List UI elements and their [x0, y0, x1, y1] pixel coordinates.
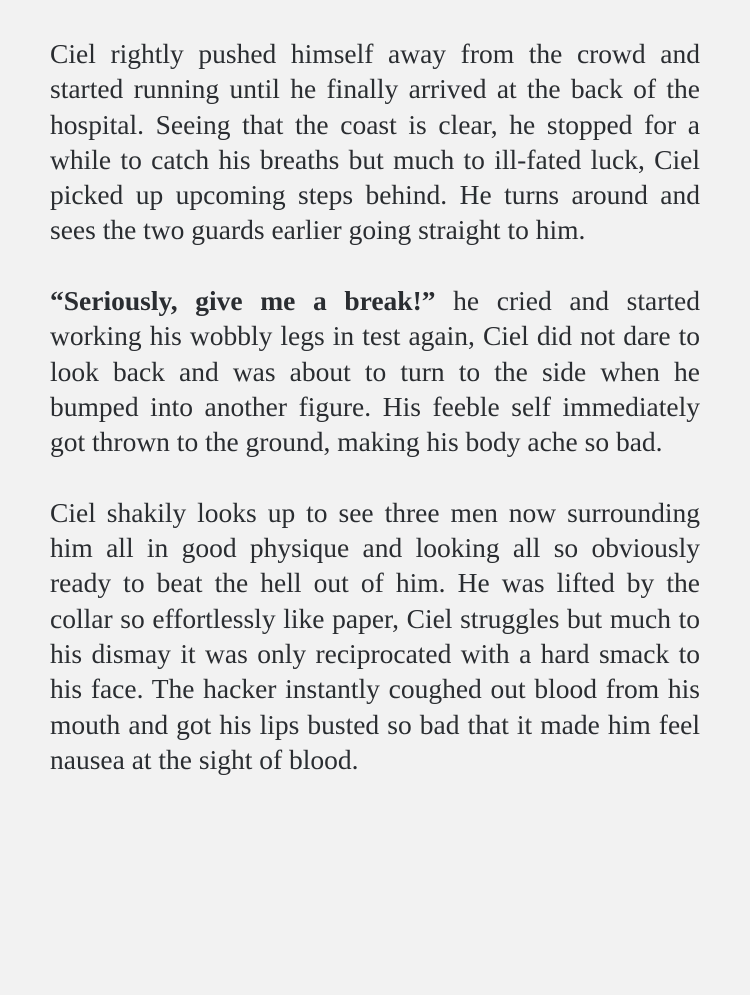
paragraph-text: he cried and started working his wobbly legs in test again, Ciel did not dare to look back and was about to turn to the side when he bumped into another figure. His feeble self immediately got thrown to the ground, making his body ache so bad. [50, 285, 700, 458]
paragraph-text: Ciel shakily looks up to see three men now surrounding him all in good physique and looking all so obviously ready to beat the hell out of him. He was lifted by the collar so effortlessly like paper, Ciel struggles but much to his dismay it was only reciprocated with a hard smack to his face. The hacker instantly coughed out blood from his mouth and got his lips busted so bad that it made him feel nausea at the sight of blood. [50, 496, 700, 775]
story-text [50, 36, 700, 777]
paragraph-text: Ciel rightly pushed himself away from the crowd and started running until he finally arrived at the back of the hospital. Seeing that the coast is clear, he stopped for a while to catch his breaths but much to ill-fated luck, Ciel picked up upcoming steps behind. He turns around and sees the two guards earlier going straight to him. [50, 38, 700, 246]
paragraph [50, 36, 700, 248]
dialogue-quote: “Seriously, give me a break!” [50, 285, 436, 317]
paragraph [50, 495, 700, 777]
paragraph [50, 283, 700, 459]
